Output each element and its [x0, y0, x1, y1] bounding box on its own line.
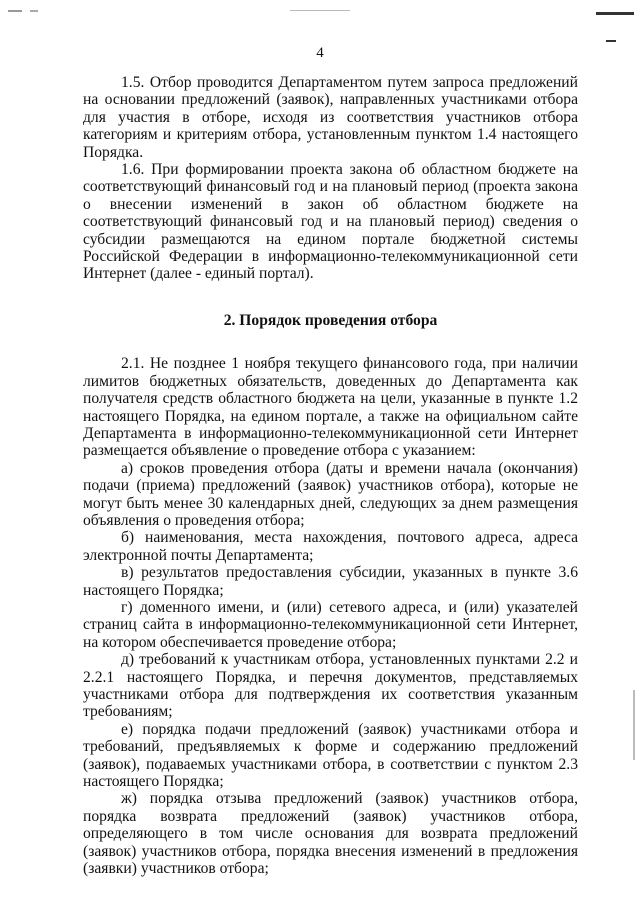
paragraph-2-1: 2.1. Не позднее 1 ноября текущего финансового года, при наличии лимитов бюджетных обязательств, доведенных до Департамента как получателя средств областного бюджета на цели, указанные в пункте 1.2 настоящего Порядка, на едином портале, а также на официальном сайте Департамента в информационно-телекоммуникационной сети Интернет размещается объявление о проведение отбора с указанием:	[83, 355, 578, 460]
list-item-e: е) порядка подачи предложений (заявок) участниками отбора и требований, предъявляемых к форме и содержанию предложений (заявок), подаваемых участниками отбора, в соответствии с пунктом 2.3 настоящего Порядка;	[83, 720, 578, 791]
list-item-b: б) наименования, места нахождения, почтового адреса, адреса электронной почты Департамента;	[83, 529, 578, 564]
scan-mark-top-left-2	[30, 10, 38, 12]
list-item-g: г) доменного имени, и (или) сетевого адреса, и (или) указателей страниц сайта в информационно-телекоммуникационной сети Интернет, на котором обеспечивается проведение отбора;	[83, 598, 578, 651]
list-item-d: д) требований к участникам отбора, установленных пунктами 2.2 и 2.2.1 настоящего Порядка, и перечня документов, представляемых участниками отбора для подтверждения их соответствия указанным требованиям;	[83, 651, 578, 721]
section-heading: 2. Порядок проведения отбора	[223, 311, 438, 329]
scan-mark-right-edge	[633, 690, 635, 760]
page-number: 4	[316, 45, 324, 61]
scan-mark-top-left	[8, 10, 22, 12]
list-item-zh: ж) порядка отзыва предложений (заявок) участников отбора, порядка возврата предложений (заявок) участников отбора, определяющего в том числе основания для возврата предложений (заявок) участников отбора, порядка внесения изменений в предложения (заявки) участников отбора;	[83, 790, 578, 878]
document-body	[83, 74, 578, 877]
scan-mark-top-center	[290, 10, 350, 11]
paragraph-1-5: 1.5. Отбор проводится Департаментом путем запроса предложений на основании предложений (заявок), направленных участниками отбора для участия в отборе, исходя из соответствия участников отбора категориям и критериям отбора, установленным пунктом 1.4 настоящего Порядка.	[83, 74, 578, 161]
list-item-v: в) результатов предоставления субсидии, указанных в пункте 3.6 настоящего Порядка;	[83, 564, 578, 599]
paragraph-1-6: 1.6. При формировании проекта закона об областном бюджете на соответствующий финансовый год и на плановый период (проекта закона о внесении изменений в закон об областном бюджете на соответствующий финансовый год и на плановый период) сведения о субсидии размещаются на едином портале бюджетной системы Российской Федерации в информационно-телекоммуникационной сети Интернет (далее - единый портал).	[83, 161, 578, 283]
list-item-a: а) сроков проведения отбора (даты и времени начала (окончания) подачи (приема) предложений (заявок) участников отбора), которые не могут быть менее 30 календарных дней, следующих за днем размещения объявления о проведения отбора;	[83, 459, 578, 529]
scan-mark-top-right	[596, 12, 634, 15]
scan-mark-right-dash	[606, 40, 616, 42]
